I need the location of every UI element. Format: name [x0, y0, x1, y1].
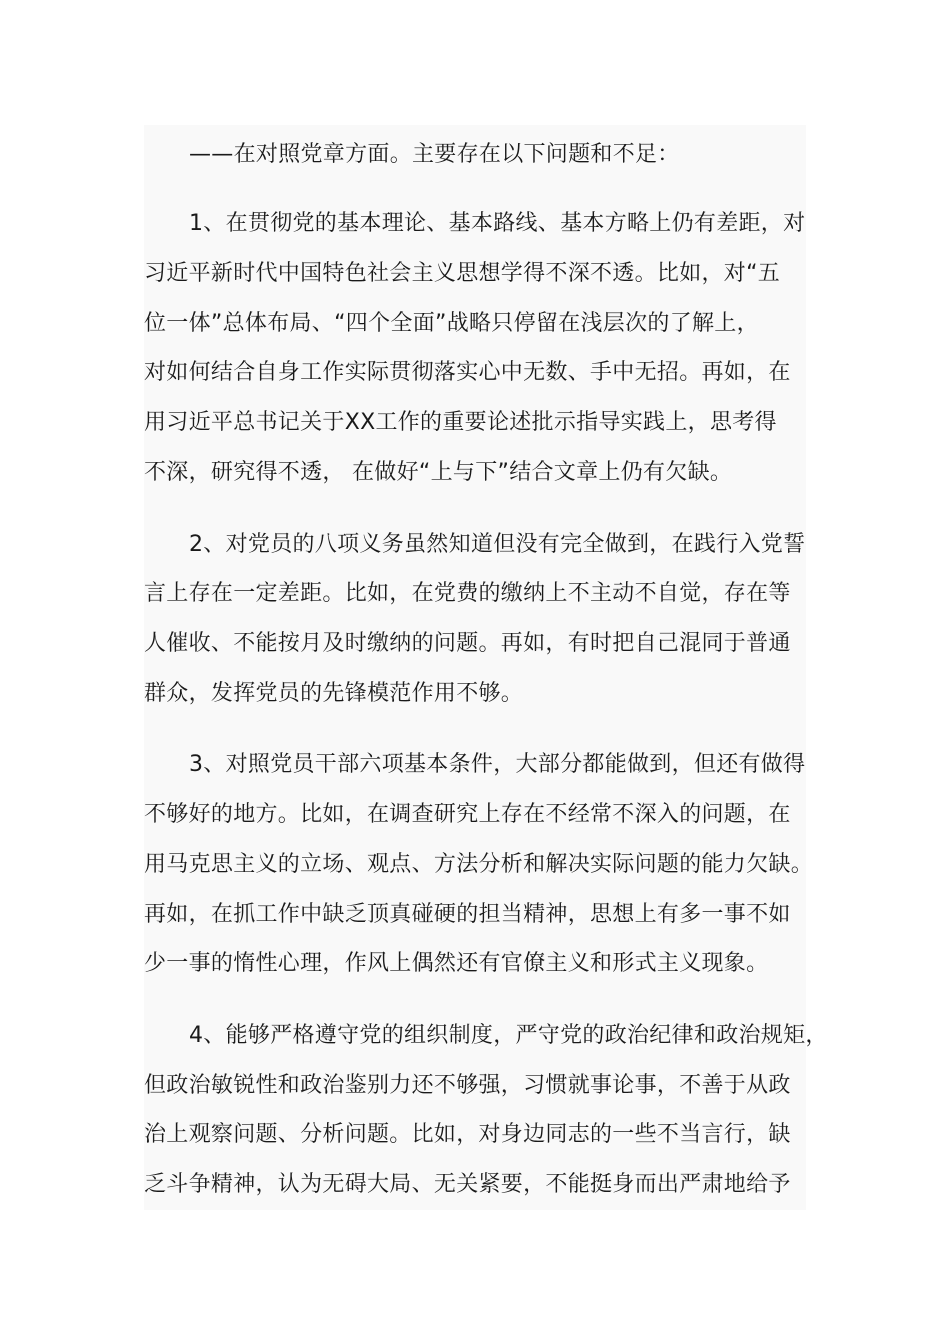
- item-4-line-4: 乏斗争精神，认为无碍大局、无关紧要，不能挺身而出严肃地给予: [144, 1172, 791, 1197]
- item-1-line-5: 用习近平总书记关于XX工作的重要论述批示指导实践上，思考得: [144, 410, 777, 435]
- item-2-line-2: 言上存在一定差距。比如，在党费的缴纳上不主动不自觉，存在等: [144, 581, 791, 606]
- item-4-line-1: 4、能够严格遵守党的组织制度，严守党的政治纪律和政治规矩，: [189, 1023, 828, 1048]
- item-2-line-3: 人催收、不能按月及时缴纳的问题。再如，有时把自己混同于普通: [144, 631, 791, 656]
- item-3-line-1: 3、对照党员干部六项基本条件，大部分都能做到，但还有做得: [189, 752, 806, 777]
- item-1-line-2: 习近平新时代中国特色社会主义思想学得不深不透。比如，对“五: [144, 261, 781, 286]
- item-3-line-5: 少一事的惰性心理，作风上偶然还有官僚主义和形式主义现象。: [144, 951, 769, 976]
- item-1-line-3: 位一体”总体布局、“四个全面”战略只停留在浅层次的了解上，: [144, 311, 759, 336]
- item-3-line-4: 再如，在抓工作中缺乏顶真碰硬的担当精神，思想上有多一事不如: [144, 902, 791, 927]
- item-4-line-2: 但政治敏锐性和政治鉴别力还不够强，习惯就事论事，不善于从政: [144, 1073, 791, 1098]
- item-1-line-6: 不深，研究得不透， 在做好“上与下”结合文章上仍有欠缺。: [144, 460, 733, 485]
- item-4-line-3: 治上观察问题、分析问题。比如，对身边同志的一些不当言行，缺: [144, 1122, 791, 1147]
- item-3-line-2: 不够好的地方。比如，在调查研究上存在不经常不深入的问题，在: [144, 802, 791, 827]
- item-1-line-4: 对如何结合自身工作实际贯彻落实心中无数、手中无招。再如，在: [144, 360, 791, 385]
- document-text-block: [144, 125, 828, 1210]
- item-2-line-4: 群众，发挥党员的先锋模范作用不够。: [144, 681, 524, 706]
- item-2-line-1: 2、对党员的八项义务虽然知道但没有完全做到，在践行入党誓: [189, 532, 806, 557]
- intro-line: ——在对照党章方面。主要存在以下问题和不足：: [189, 142, 680, 167]
- item-3-line-3: 用马克思主义的立场、观点、方法分析和解决实际问题的能力欠缺。: [144, 852, 814, 877]
- item-1-line-1: 1、在贯彻党的基本理论、基本路线、基本方略上仍有差距，对: [189, 211, 806, 236]
